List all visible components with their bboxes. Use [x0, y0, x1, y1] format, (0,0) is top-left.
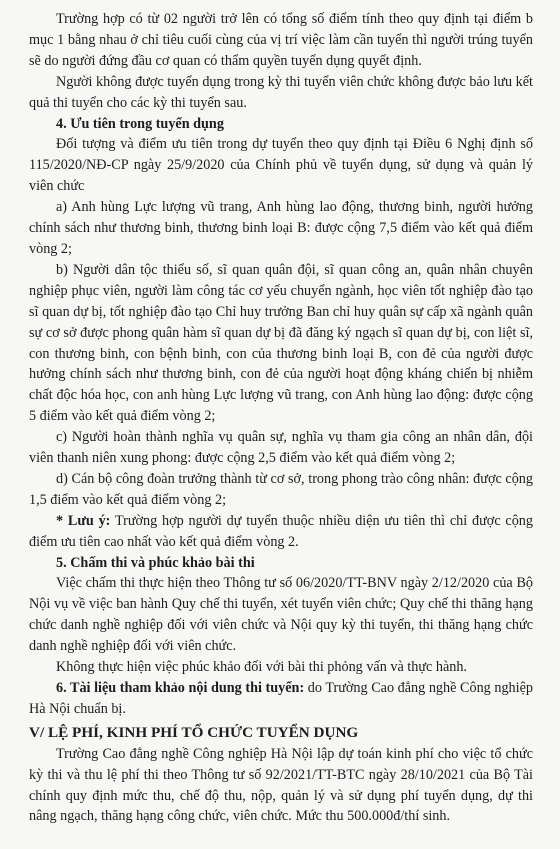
- heading-grading: 5. Chấm thi và phúc khảo bài thi: [56, 554, 255, 571]
- priority-item-b: b) Người dân tộc thiểu số, sĩ quan quân đội, sĩ quan công an, quân nhân chuyên nghiệp phục viên, người làm công tác cơ yếu chuyển ngành, học viên tốt nghiệp đào tạo sĩ quan dự bị, tốt nghiệp đào tạo Chỉ huy trưởng Ban chỉ huy quân sự cấp xã ngành quân sự cơ sở được phong quân hàm sĩ quan dự bị đã đăng ký ngạch sĩ quan dự bị, con liệt sĩ, con thương binh, con bệnh binh, con của thương binh loại B, con đẻ của người được hưởng chính sách như thương binh, con đẻ của người hoạt động kháng chiến bị nhiễm chất độc hóa học, con anh hùng Lực lượng vũ trang, con Anh hùng lao động: được cộng 5 điểm vào kết quả điểm vòng 2;: [29, 261, 533, 425]
- note-text: Trường hợp người dự tuyển thuộc nhiều diện ưu tiên thì chỉ được cộng điểm ưu tiên cao nhất vào kết quả điểm vòng 2.: [29, 512, 533, 550]
- paragraph-fees: Trường Cao đẳng nghề Công nghiệp Hà Nội lập dự toán kinh phí cho việc tổ chức kỳ thi và thu lệ phí thi theo Thông tư số 92/2021/TT-BTC ngày 28/10/2021 của Bộ Tài chính quy định mức thu, chế độ thu, nộp, quản lý và sử dụng phí tuyển dụng, dự thi nâng ngạch, thăng hạng công chức, viên chức. Mức thu 500.000đ/thí sinh.: [29, 745, 533, 825]
- note-label: * Lưu ý:: [56, 512, 111, 529]
- heading-reference-materials: 6. Tài liệu tham khảo nội dung thi tuyển:: [56, 680, 305, 696]
- priority-item-d: d) Cán bộ công đoàn trưởng thành từ cơ sở, trong phong trào công nhân: được cộng 1,5 điểm vào kết quả điểm vòng 2;: [29, 470, 533, 508]
- paragraph-no-review: Không thực hiện việc phúc khảo đối với bài thi phỏng vấn và thực hành.: [56, 659, 467, 676]
- paragraph-grading: Việc chấm thi thực hiện theo Thông tư số 06/2020/TT-BNV ngày 2/12/2020 của Bộ Nội vụ về việc ban hành Quy chế thi tuyển, xét tuyển viên chức; Quy chế thi thăng hạng chức danh nghề nghiệp đối với viên chức và Nội quy kỳ thi tuyển, thi thăng hạng chức danh nghề nghiệp đối với viên chức.: [29, 575, 533, 655]
- priority-item-a: a) Anh hùng Lực lượng vũ trang, Anh hùng lao động, thương binh, người hưởng chính sách như thương binh, thương binh loại B: được cộng 7,5 điểm vào kết quả điểm vòng 2;: [29, 199, 533, 257]
- paragraph-priority-intro: Đối tượng và điểm ưu tiên trong dự tuyển theo quy định tại Điều 6 Nghị định số 115/2020/NĐ-CP ngày 25/9/2020 của Chính phủ về tuyển dụng, sử dụng và quản lý viên chức: [29, 136, 533, 195]
- note-paragraph: [29, 511, 533, 553]
- heading-priority: 4. Ưu tiên trong tuyển dụng: [56, 115, 224, 132]
- reference-materials-text: do Trường Cao đẳng nghề Công nghiệp Hà Nội chuẩn bị.: [29, 680, 533, 717]
- priority-item-c: c) Người hoàn thành nghĩa vụ quân sự, nghĩa vụ tham gia công an nhân dân, đội viên thanh niên xung phong: được cộng 2,5 điểm vào kết quả điểm vòng 2;: [29, 429, 533, 467]
- paragraph-no-reserve: Người không được tuyển dụng trong kỳ thi tuyển viên chức không được bảo lưu kết quả thi tuyển cho các kỳ thi tuyển sau.: [29, 73, 533, 111]
- paragraph-reference-materials: [29, 678, 533, 720]
- section-heading-fees: V/ LỆ PHÍ, KINH PHÍ TỔ CHỨC TUYỂN DỤNG: [29, 723, 359, 741]
- paragraph-tie-rule: Trường hợp có từ 02 người trở lên có tổng số điểm tính theo quy định tại điểm b mục 1 bằng nhau ở chỉ tiêu cuối cùng của vị trí việc làm cần tuyển thì người trúng tuyển sẽ do người đứng đầu cơ quan có thẩm quyền tuyển dụng quyết định.: [29, 11, 533, 69]
